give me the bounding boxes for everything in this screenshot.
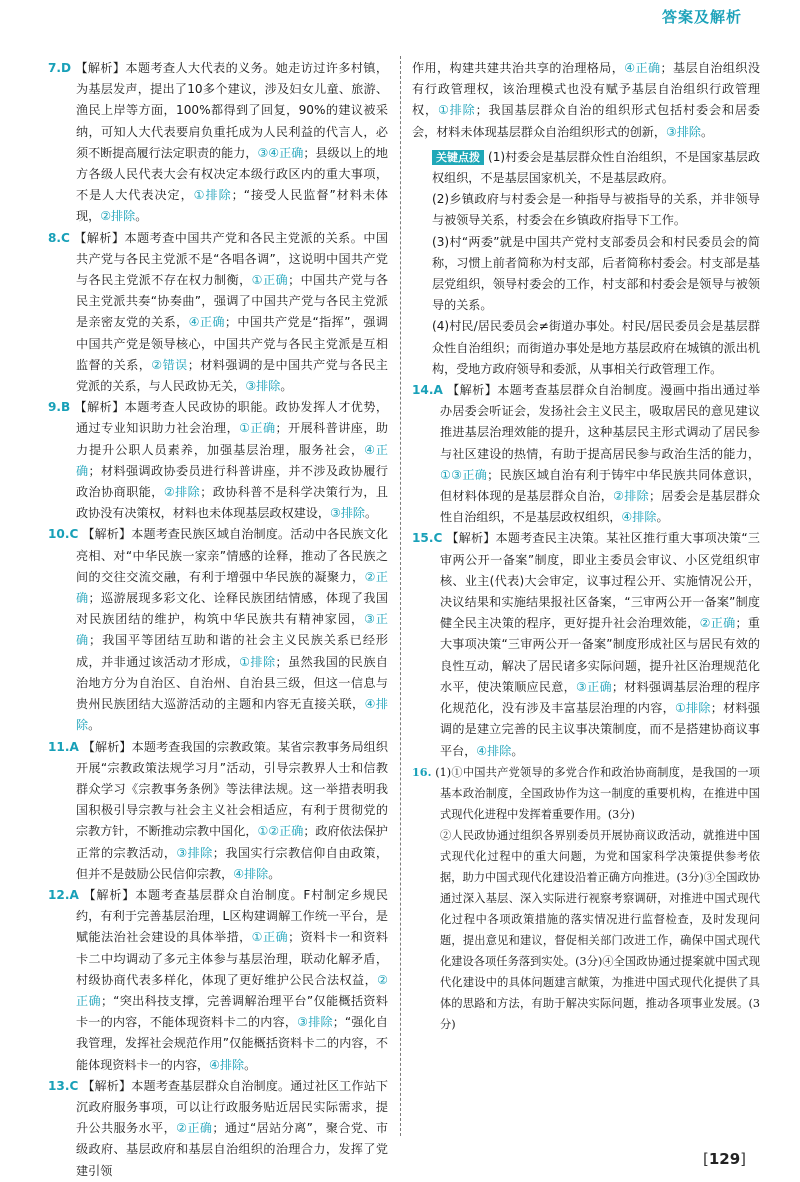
question-number: 8. (48, 230, 62, 245)
option-verdict: ①③正确 (440, 467, 488, 482)
option-verdict: ①排除 (239, 654, 276, 669)
option-verdict: ④正确 (76, 442, 388, 478)
analysis-text: ；材料强调政协委员进行科普讲座，并不涉及政协履行政治协商职能， (76, 463, 388, 500)
answer-letter: B (61, 400, 71, 415)
analysis-text: 。 (244, 1057, 257, 1072)
analysis-text: 【解析】本题考查人大代表的义务。她走访过许多村镇，为基层发声，提出了10多个建议，涉及妇女儿童、旅游、渔民上岸等方面，100%都得到了回复，90%的建议被采纳，可知人大代表要肩负重托成为人民利益的代言人，必须不断提高履行法定职责的能力， (75, 61, 388, 160)
question-9-analysis (48, 397, 388, 524)
option-verdict: ②排除 (613, 489, 649, 504)
option-verdict: ③排除 (329, 506, 366, 521)
analysis-text: ；基层自治组织没有行政管理权，该治理模式也没有赋予基层自治组织行政管理权， (412, 61, 760, 118)
analysis-text: 作用，构建共建共治共享的治理格局， (412, 61, 625, 75)
question-number: 7. (48, 61, 62, 75)
analysis-text: 【解析】本题考查基层群众自治制度。通过社区工作站下沉政府服务事项，可以让行政服务贴近居民实际需求，提升公共服务水平， (76, 1078, 388, 1136)
analysis-text: 。 (365, 506, 378, 521)
analysis-text: 。 (511, 743, 524, 758)
analysis-text: ；居委会是基层群众性自治组织，不是基层政权组织， (440, 489, 760, 525)
option-verdict: ①排除 (437, 103, 476, 118)
option-verdict: ①②正确 (257, 824, 304, 839)
option-verdict: ③正确 (76, 612, 388, 648)
question-12-analysis (48, 885, 388, 1076)
question-number: 10. (48, 527, 70, 542)
analysis-text: ；资料卡一和资料卡二中均调动了多元主体参与基层治理，联动化解矛盾，村级协商代表多样化，体现了更好维护公民合法权益， (76, 930, 388, 987)
analysis-text: ；材料强调的是中国共产党与各民主党派的关系，与人民政协无关， (76, 357, 388, 394)
option-verdict: ④排除 (476, 743, 512, 758)
option-verdict: ②排除 (100, 209, 136, 224)
question-16-part1: 16. (1)①中国共产党领导的多党合作和政治协商制度，是我国的一项基本政治制度，全国政协作为这一制度的重要机构，在推进中国式现代化进程中发挥着重要作用。(3分) (412, 764, 760, 821)
option-verdict: ③排除 (297, 1015, 333, 1030)
section-header: 答案及解析 (661, 8, 742, 26)
option-verdict: ④正确 (188, 315, 225, 330)
right-questions (412, 380, 760, 762)
page-number: [129] (702, 1150, 746, 1168)
analysis-text: 【解析】本题考查基层群众自治制度。漫画中指出通过举办居委会听证会，发扬社会主义民主，吸取居民的意见建议推进基层治理效能的提升，这种基层民主形式调动了居民参与社区建设的热情，有助于提高居民参与政治生活的能力， (440, 383, 760, 461)
option-verdict: ②正确 (76, 972, 388, 1008)
question-16 (412, 762, 760, 1035)
question-14-analysis (412, 380, 760, 528)
column-divider (400, 56, 401, 1136)
option-verdict: ④排除 (76, 697, 388, 733)
analysis-text: 。 (280, 379, 293, 394)
option-verdict: ④正确 (624, 61, 661, 75)
question-10-analysis (48, 524, 388, 736)
question-number: 16. (412, 764, 432, 779)
analysis-text: ；重大事项决策“三审两公开一备案”制度形成社区与居民有效的良性互动，解决了居民诸多实际问题，提升社区治理规范化水平，使决策顺应民意， (440, 616, 760, 694)
key-point-1: 关键点拨 (1)村委会是基层群众性自治组织，不是国家基层政权组织，不是基层国家机关，不是基层政府。 (432, 149, 760, 186)
option-verdict: ③④正确 (257, 145, 304, 160)
analysis-text: ；“强化自我管理，发挥社会规范作用”仅能概括资料卡二的内容，不能体现资料卡一的内容， (76, 1015, 388, 1072)
question-8-analysis (48, 228, 388, 398)
question-13-analysis (48, 1076, 388, 1182)
question-number: 9. (48, 400, 62, 415)
option-verdict: ③排除 (665, 124, 702, 139)
question-number: 14. (412, 383, 434, 398)
analysis-text: 。 (135, 209, 148, 224)
option-verdict: ②正确 (76, 569, 388, 606)
key-points-box (412, 147, 760, 380)
option-verdict: ④排除 (233, 866, 269, 881)
answer-letter: C (433, 531, 443, 546)
option-verdict: ②错误 (151, 357, 188, 372)
question-number: 12. (48, 887, 70, 902)
analysis-text: ；我国基层群众自治的组织形式包括村委会和居委会，材料未体现基层群众自治组织形式的创新， (412, 103, 760, 139)
analysis-text: ；政协科普不是科学决策行为，且政协没有决策权，材料也未体现基层政权建设， (76, 485, 388, 521)
answer-letter: A (69, 887, 79, 902)
analysis-text: 【解析】本题考查基层群众自治制度。F村制定乡规民约，有利于完善基层治理，L区构建调解工作统一平台，是赋能法治社会建设的具体举措， (76, 887, 388, 945)
option-verdict: ①正确 (251, 273, 289, 288)
question-number: 11. (48, 739, 70, 754)
option-verdict: ②正确 (699, 616, 736, 631)
key-point-3: (3)村“两委”就是中国共产党村支部委员会和村民委员会的简称，习惯上前者简称为村支部，后者简称村委会。村支部是基层党组织，领导村委会的工作，村支部和村委会是领导与被领导的关系。 (432, 234, 760, 313)
analysis-text: ；中国共产党是“指挥”，强调中国共产党是领导核心，中国共产党与各民主党派是互相监督的关系， (76, 315, 388, 372)
analysis-text: ；政府依法保护正常的宗教活动， (76, 824, 388, 860)
key-point-2: (2)乡镇政府与村委会是一种指导与被指导的关系，并非领导与被领导关系，村委会在乡镇政府指导下工作。 (432, 192, 760, 228)
analysis-text: ；民族区域自治有利于铸牢中华民族共同体意识，但材料体现的是基层群众自治， (440, 467, 760, 504)
answer-letter: A (69, 739, 79, 754)
analysis-text: 【解析】本题考查中国共产党和各民主党派的关系。中国共产党与各民主党派不是“各唱各调”，这说明中国共产党与各民主党派不存在权力制衡， (74, 230, 388, 288)
answer-letter: C (69, 1078, 79, 1093)
analysis-text: 【解析】本题考查我国的宗教政策。某省宗教事务局组织开展“宗教政策法规学习月”活动，引导宗教界人士和信教群众学习《宗教事务条例》等法律法规。这一举措表明我国积极引导宗教与社会主义社会相适应，有利于贯彻党的宗教方针，不断推动宗教中国化， (76, 739, 388, 839)
option-verdict: ③排除 (245, 379, 281, 394)
analysis-text: ；“接受人民监督”材料未体现， (76, 188, 389, 224)
question-15-analysis (412, 528, 760, 761)
option-verdict: ②正确 (176, 1121, 213, 1136)
option-verdict: ①排除 (674, 701, 711, 716)
option-verdict: ③正确 (576, 679, 612, 694)
option-verdict: ④排除 (621, 510, 657, 525)
option-verdict: ④排除 (209, 1057, 245, 1072)
analysis-text: ；“突出科技支撑，完善调解治理平台”仅能概括资料卡一的内容，不能体现资料卡二的内容， (76, 993, 388, 1030)
option-verdict: ①排除 (193, 188, 232, 203)
key-point-4: (4)村民/居民委员会≠街道办事处。村民/居民委员会是基层群众性自治组织；而街道办事处是地方基层政府在城镇的派出机构，受地方政府领导和委派，从事相关行政管理工作。 (432, 319, 760, 376)
answer-letter: C (69, 527, 79, 542)
question-11-analysis (48, 737, 388, 885)
question-13-continued (412, 58, 760, 143)
analysis-text: 。 (701, 124, 714, 139)
analysis-text: 【解析】本题考查民族区域自治制度。活动中各民族文化亮相、对“中华民族一家亲”情感的诠释，推动了各民族之间的交往交流交融，有利于增强中华民族的凝聚力， (76, 527, 388, 584)
question-7-analysis (48, 58, 388, 228)
left-column (48, 58, 388, 1182)
analysis-text: 。 (656, 510, 669, 525)
option-verdict: ②排除 (163, 485, 201, 500)
analysis-text: ；中国共产党与各民主党派共奏“协奏曲”，强调了中国共产党与各民主党派是亲密友党的关系， (76, 273, 388, 330)
analysis-text: ；通过“居站分离”，聚合党、市级政府、基层政府和基层自治组织的治理合力，发挥了党建引领 (76, 1121, 389, 1178)
analysis-text: ；我国平等团结互助和谐的社会主义民族关系已经形成，并非通过该活动才形成， (76, 633, 388, 669)
analysis-text: 。 (88, 718, 101, 733)
question-number: 13. (48, 1078, 70, 1093)
question-16-part2: ②人民政协通过组织各界别委员开展协商议政活动，就推进中国式现代化过程中的重大问题，为党和国家科学决策提供参考依据，助力中国式现代化建设沿着正确方向推进。(3分)③全国政协通过深入基层、深入实际进行视察考察调研，对推进中国式现代化过程中各项政策措施的落实情况进行监督检查，及时发现问题，提出意见和建议，督促相关部门改进工作，确保中国式现代化建设各项任务落到实处。(3分)④全国政协通过提案就中国式现代化建设中的具体问题建言献策，为推进中国式现代化提供了具体的思路和方法，有助于解决实际问题，推动各项事业发展。(3分) (440, 828, 760, 1031)
analysis-text: ；虽然我国的民族自治地方分为自治区、自治州、自治县三级，但这一信息与贵州民族团结大巡游活动的主题和内容无直接关联， (76, 654, 388, 712)
key-points-badge: 关键点拨 (432, 150, 484, 165)
option-verdict: ①正确 (251, 930, 289, 945)
analysis-text: 。 (268, 866, 281, 881)
analysis-text: 【解析】本题考查民主决策。某社区推行重大事项决策“三审两公开一备案”制度，即业主委员会审议、小区党组织审核、业主(代表)大会审定，议事过程公开、实施情况公开，决议结果和实施结果报社区备案，“三审两公开一备案”制度健全民主决策的程序，更好提升社会治理效能， (440, 531, 760, 631)
analysis-text: ；我国实行宗教信仰自由政策，但并不是鼓励公民信仰宗教， (76, 845, 388, 881)
analysis-text: ；巡游展现多彩文化、诠释民族团结情感，体现了我国对民族团结的维护，构筑中华民族共有精神家园， (76, 591, 388, 627)
option-verdict: ③排除 (176, 845, 213, 860)
analysis-text: ；材料强调基层治理的程序化规范化，没有涉及丰富基层治理的内容， (440, 679, 760, 716)
analysis-text: 【解析】本题考查人民政协的职能。政协发挥人才优势，通过专业知识助力社会治理， (74, 400, 388, 436)
answer-letter: C (61, 230, 70, 245)
analysis-text: ；材料强调的是建立完善的民主议事决策制度，而不是搭建协商议事平台， (440, 701, 760, 758)
option-verdict: ①正确 (239, 421, 276, 436)
analysis-text: ；县级以上的地方各级人民代表大会有权决定本级行政区内的重大事项，不是人大代表决定， (76, 145, 388, 203)
answer-letter: A (433, 383, 443, 398)
analysis-text: ；开展科普讲座，助力提升公职人员素养，加强基层治理，服务社会， (76, 421, 388, 457)
question-number: 15. (412, 531, 434, 546)
right-column (412, 58, 760, 1035)
answer-letter: D (61, 61, 72, 75)
